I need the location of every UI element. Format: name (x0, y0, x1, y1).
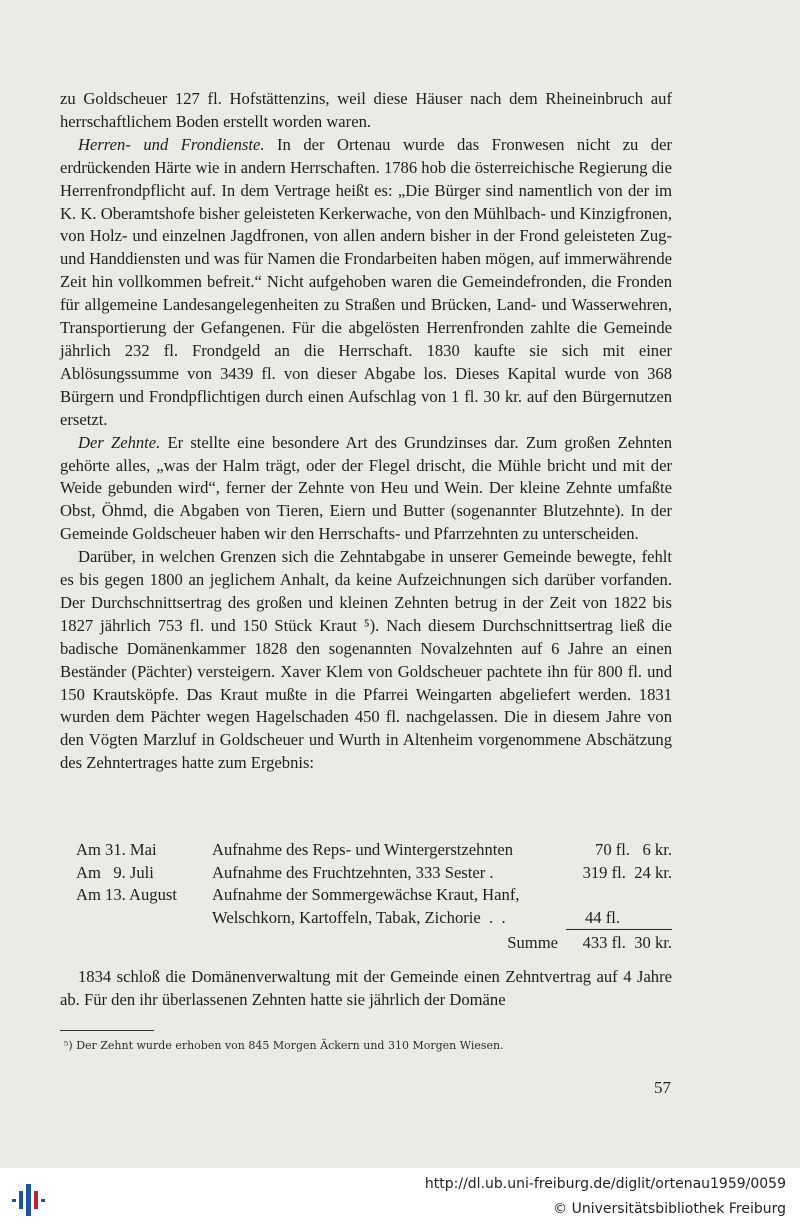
zehnt-table (76, 839, 672, 955)
section-head-zehnte: Der Zehnte. (78, 432, 161, 452)
row-desc: Aufnahme des Reps- und Wintergerstzehnten (212, 840, 514, 859)
paragraph-1: zu Goldscheuer 127 fl. Hofstättenzins, weil diese Häuser nach dem Rheineinbruch auf herrschaftlichem Boden erstellt worden waren. (60, 89, 672, 131)
footnote-rule (60, 1030, 154, 1031)
table-sum-row (76, 932, 672, 955)
viewer-footer (0, 1168, 800, 1226)
paragraph-zehnte (60, 432, 672, 547)
body-text-continued (60, 966, 672, 1012)
footnote: ⁵) Der Zehnt wurde erhoben von 845 Morgen Äckern und 310 Morgen Wiesen. (64, 1039, 504, 1052)
section-head-frondienste: Herren- und Frondienste. (78, 134, 265, 154)
ub-freiburg-logo-icon[interactable] (12, 1182, 48, 1218)
sum-amount: 433 fl. 30 kr. (582, 933, 672, 953)
table-row (76, 884, 672, 907)
row-amount: 70 fl. 6 kr. (595, 840, 672, 859)
row-date: Am 31. Mai (76, 840, 157, 859)
paragraph-5: 1834 schloß die Domänenverwaltung mit der Gemeinde einen Zehntvertrag auf 4 Jahre ab. Für den ihr überlassenen Zehnten hatte sie jährlich der Domäne (60, 967, 672, 1009)
row-desc: Aufnahme des Fruchtzehnten, 333 Sester . (212, 862, 494, 882)
sum-label: Summe (507, 933, 558, 953)
row-date: Am 9. Juli (76, 862, 154, 882)
paragraph-frondienste (60, 134, 672, 432)
paragraph-4: Darüber, in welchen Grenzen sich die Zehntabgabe in unserer Gemeinde bewegte, fehlt es bis gegen 1800 an jeglichem Anhalt, da keine Aufzeichnungen sich darüber vorfanden. Der Durchschnittsertrag des großen und kleinen Zehnten betrug in der Zeit von 1822 bis 1827 jährlich 753 fl. und 150 Stück Kraut ⁵). Nach diesem Durchschnittsertrag ließ die badische Domänenkammer 1828 den sogenannten Novalzehnten auf 6 Jahre an einen Beständer (Pächter) versteigern. Xaver Klem von Goldscheuer pachtete ihn für 800 fl. und 150 Krautsköpfe. Das Kraut mußte in die Pfarrei Weingarten abgeliefert werden. 1831 wurden dem Pächter wegen Hagelschaden 450 fl. nachgelassen. Die in diesem Jahre von den Vögten Marzluf in Goldscheuer und Wurth in Altenheim vorgenommene Abschätzung des Zehntertrages hatte zum Ergebnis: (60, 547, 672, 773)
copyright-text: © Universitätsbibliothek Freiburg (553, 1201, 786, 1217)
table-row (76, 907, 672, 930)
source-url-link[interactable]: http://dl.ub.uni-freiburg.de/diglit/ortenau1959/0059 (424, 1176, 786, 1192)
row-desc: Welschkorn, Kartoffeln, Tabak, Zichorie . . (212, 907, 506, 927)
table-row (76, 839, 672, 862)
page-number: 57 (654, 1078, 671, 1097)
paragraph-zehnte-text: Er stellte eine besondere Art des Grundzinses dar. Zum großen Zehnten gehörte alles, „was der Halm trägt, oder der Flegel drischt, die Mühle bricht und mit der Weide gebunden wird“, ferner der Zehnte von Heu und Wein. Der kleine Zehnte umfaßte Obst, Öhmd, die Abgaben von Tieren, Eiern und Butter (sogenannter Blutzehnte). In der Gemeinde Goldscheuer haben wir den Herrschafts- und Pfarrzehnten zu unterscheiden. (60, 432, 672, 544)
body-text (60, 88, 672, 775)
table-row (76, 862, 672, 885)
row-desc: Aufnahme der Sommergewächse Kraut, Hanf, (212, 885, 520, 905)
paragraph-frondienste-text: In der Ortenau wurde das Fronwesen nicht zu der erdrückenden Härte wie in andern Herrschaften. 1786 hob die österreichische Regierung die Herrenfrondpflicht auf. In dem Vertrage heißt es: „Die Bürger sind namentlich von der im K. K. Oberamtshofe bisher geleisteten Kerkerwache, von den Mühlbach- und Kinzigfronen, von Holz- und einzelnen Jagdfronen, von allen andern bisher in der Frond geleisteten Zug- und Handdiensten und was für Namen die Frondarbeiten haben mögen, auf immerwährende Zeit hin vollkommen befreit.“ Nicht aufgehoben waren die Gemeindefronden, die Fronden für allgemeine Landesangelegenheiten zu Straßen und Brücken, Land- und Wasserwehren, Transportierung der Gefangenen. Für die abgelösten Herrenfronden zahlte die Gemeinde jährlich 232 fl. Frondgeld an die Herrschaft. 1830 kaufte sie sich mit einer Ablösungssumme von 3439 fl. von dieser Abgabe los. Dieses Kapital wurde von 368 Bürgern und Frondpflichtigen durch einen Aufschlag von 1 fl. 30 kr. auf den Bürgernutzen ersetzt. (60, 134, 672, 429)
row-amount: 319 fl. 24 kr. (582, 862, 672, 882)
row-amount: 44 fl. (584, 907, 620, 927)
row-date: Am 13. August (76, 885, 177, 905)
